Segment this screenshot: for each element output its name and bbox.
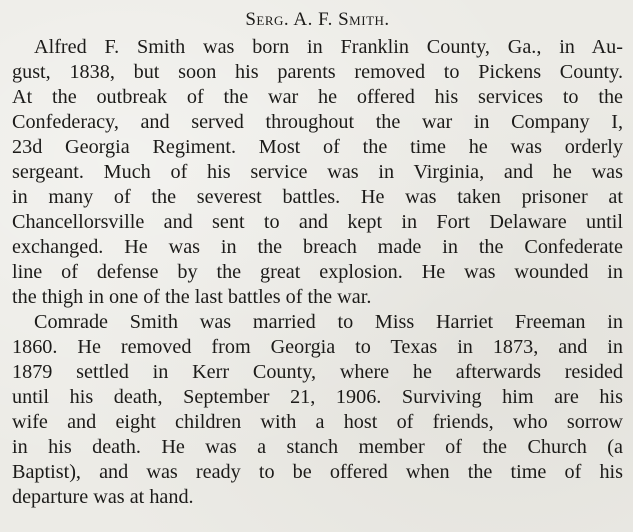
text-line: 1860. He removed from Georgia to Texas in 1873, and in [12,336,623,358]
paragraph-2 [12,310,623,510]
text-line: the thigh in one of the last battles of the war. [12,286,372,308]
text-line: 1879 settled in Kerr County, where he afterwards resided [12,361,623,383]
text-line: Alfred F. Smith was born in Franklin County, Ga., in Au- [34,36,623,58]
text-line: 23d Georgia Regiment. Most of the time he was orderly [12,136,623,158]
text-line: wife and eight children with a host of friends, who sorrow [12,411,623,433]
text-line: until his death, September 21, 1906. Surviving him are his [12,386,623,408]
text-line: line of defense by the great explosion. He was wounded in [12,261,623,283]
text-line: sergeant. Much of his service was in Virginia, and he was [12,161,623,183]
text-line: exchanged. He was in the breach made in the Confederate [12,236,623,258]
article-heading: Serg. A. F. Smith. [245,9,390,30]
text-line: At the outbreak of the war he offered his services to the [12,86,623,108]
paragraph-1 [12,35,623,310]
text-line: departure was at hand. [12,486,194,508]
text-line: in his death. He was a stanch member of the Church (a [12,436,623,458]
text-line: Baptist), and was ready to be offered when the time of his [12,461,623,483]
text-line: in many of the severest battles. He was taken prisoner at [12,186,623,208]
text-line: Chancellorsville and sent to and kept in Fort Delaware until [12,211,623,233]
text-line: Comrade Smith was married to Miss Harriet Freeman in [34,311,623,333]
text-line: gust, 1838, but soon his parents removed to Pickens County. [12,61,623,83]
text-line: Confederacy, and served throughout the war in Company I, [12,111,623,133]
